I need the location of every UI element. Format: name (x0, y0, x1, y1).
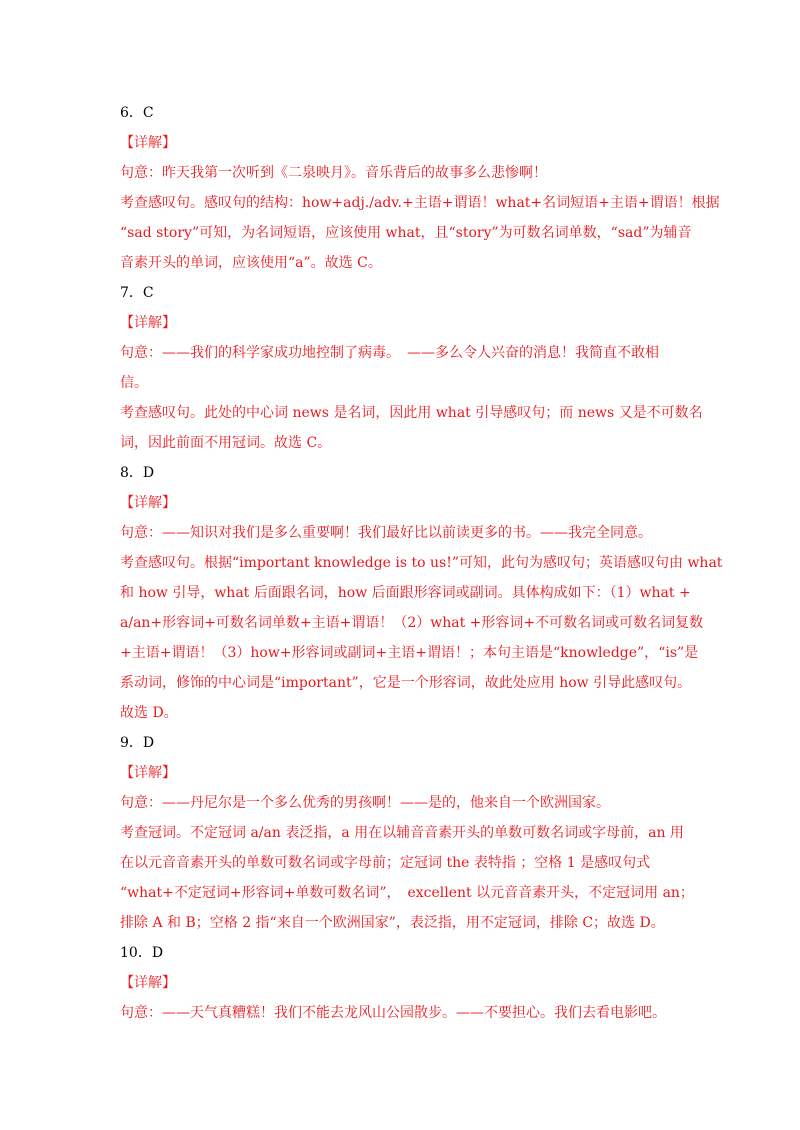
explanation-line: +主语+谓语！（3）how+形容词或副词+主语+谓语！；本句主语是“knowledge”，“is”是 (120, 645, 699, 661)
detail-label: 【详解】 (120, 135, 176, 151)
explanation-line: 句意：昨天我第一次听到《二泉映月》。音乐背后的故事多么悲惨啊！ (120, 165, 547, 181)
question-block (120, 278, 703, 458)
detail-label: 【详解】 (120, 315, 176, 331)
detail-label: 【详解】 (120, 765, 176, 781)
question-block (120, 458, 723, 728)
explanation-line: a/an+形容词+可数名词单数+主语+谓语！（2）what +形容词+不可数名词或可数名词复数 (120, 615, 704, 631)
explanation-line: 音素开头的单词，应该使用“a”。故选 C。 (120, 255, 382, 271)
answer-line: 6．C (120, 105, 154, 121)
detail-label: 【详解】 (120, 975, 176, 991)
explanation-line: 考查感叹句。此处的中心词 news 是名词，因此用 what 引导感叹句；而 news 又是不可数名 (120, 405, 703, 421)
answer-line: 9．D (120, 735, 155, 751)
answer-line: 10．D (120, 945, 164, 961)
explanation-line: 句意：——丹尼尔是一个多么优秀的男孩啊！——是的，他来自一个欧洲国家。 (120, 795, 610, 811)
answer-line: 7．C (120, 285, 154, 301)
explanation-line: “what+不定冠词+形容词+单数可数名词”， excellent 以元音音素开头，不定冠词用 an； (120, 885, 694, 901)
explanation-line: 故选 D。 (120, 705, 178, 721)
explanation-line: 信。 (120, 375, 148, 391)
question-block (120, 938, 680, 1028)
explanation-line: 句意：——我们的科学家成功地控制了病毒。 ——多么令人兴奋的消息！我简直不敢相 (120, 345, 659, 361)
explanation-line: 系动词，修饰的中心词是“important”，它是一个形容词，故此处应用 how 引导此感叹句。 (120, 675, 692, 691)
detail-label: 【详解】 (120, 495, 176, 511)
explanation-line: 考查感叹句。根据“important knowledge is to us!”可知，此句为感叹句；英语感叹句由 what (120, 555, 723, 571)
question-block (120, 728, 694, 938)
explanation-line: “sad story”可知，为名词短语，应该使用 what，且“story”为可数名词单数，“sad”为辅音 (120, 225, 692, 241)
answer-line: 8．D (120, 465, 155, 481)
explanation-line: 句意：——天气真糟糕！我们不能去龙风山公园散步。——不要担心。我们去看电影吧。 (120, 1005, 666, 1021)
explanation-line: 句意：——知识对我们是多么重要啊！我们最好比以前读更多的书。——我完全同意。 (120, 525, 652, 541)
explanation-line: 考查冠词。不定冠词 a/an 表泛指，a 用在以辅音音素开头的单数可数名词或字母前，an 用 (120, 825, 684, 841)
question-block (120, 98, 720, 278)
answer-explanations (120, 98, 723, 1028)
explanation-line: 考查感叹句。感叹句的结构：how+adj./adv.+主语+谓语！what+名词短语+主语+谓语！根据 (120, 195, 720, 211)
explanation-line: 在以元音音素开头的单数可数名词或字母前；定冠词 the 表特指 ；空格 1 是感叹句式 (120, 855, 651, 871)
explanation-line: 和 how 引导，what 后面跟名词，how 后面跟形容词或副词。具体构成如下：（1）what + (120, 585, 691, 601)
explanation-line: 排除 A 和 B；空格 2 指“来自一个欧洲国家”，表泛指，用不定冠词，排除 C；故选 D。 (120, 915, 665, 931)
explanation-line: 词，因此前面不用冠词。故选 C。 (120, 435, 332, 451)
